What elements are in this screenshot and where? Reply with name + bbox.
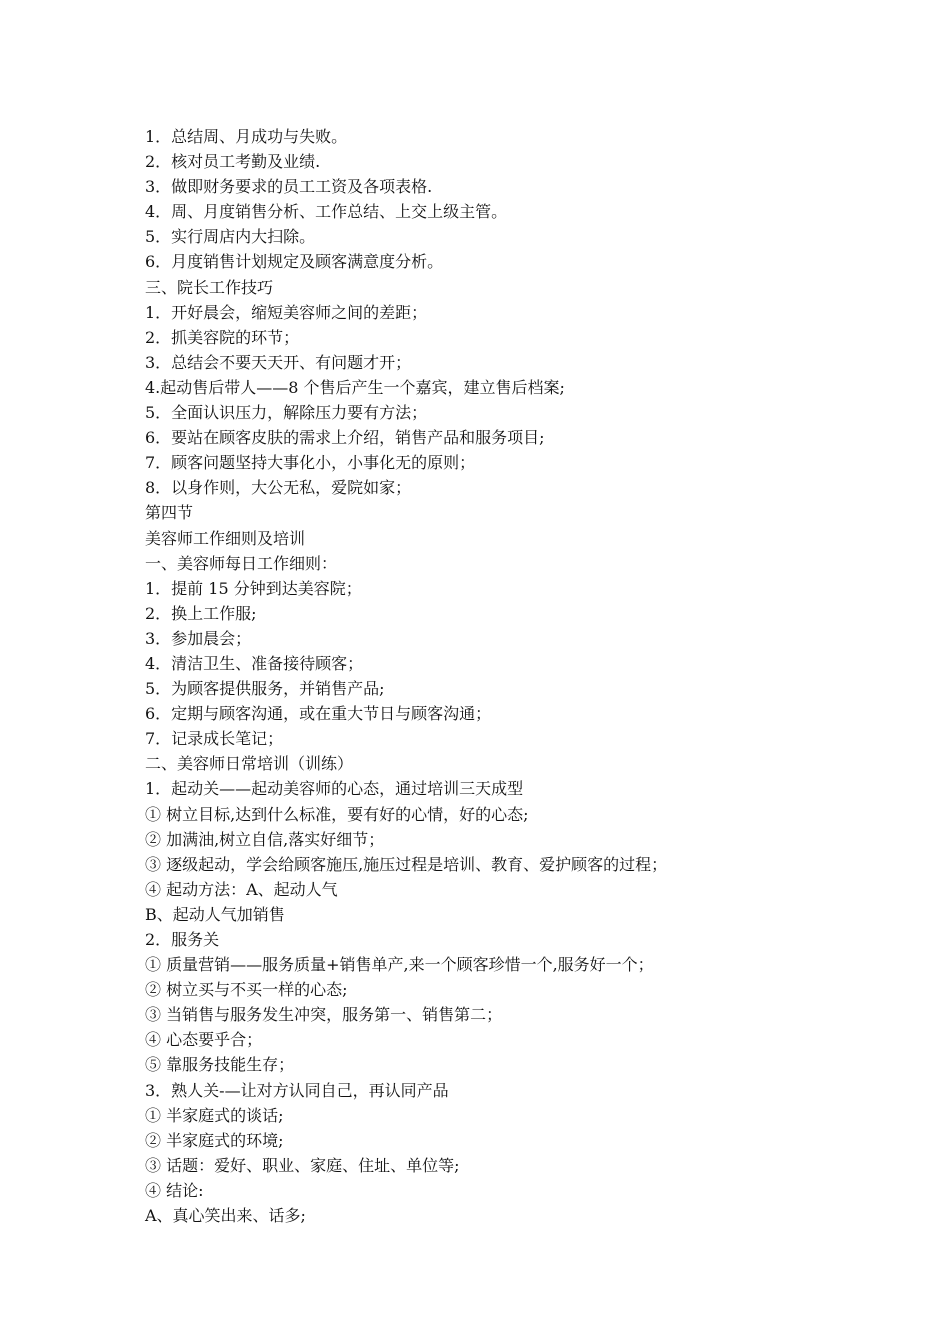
text-line: ④ 心态要乎合； [145,1030,263,1050]
text-line: 3．总结会不要天天开、有问题才开； [145,352,412,372]
text-line: 2．核对员工考勤及业绩. [145,152,321,172]
text-line: 4.起动售后带人——8 个售后产生一个嘉宾，建立售后档案; [145,377,565,397]
text-line: ① 质量营销——服务质量+销售单产,来一个顾客珍惜一个,服务好一个； [145,955,654,975]
text-line: 三、院长工作技巧 [145,277,274,297]
text-line: ② 半家庭式的环境; [145,1130,284,1150]
text-line: 3．熟人关-—让对方认同自己，再认同产品 [145,1080,449,1100]
text-line: ② 树立买与不买一样的心态; [145,980,348,1000]
text-line: ① 半家庭式的谈话; [145,1105,284,1125]
text-line: ② 加满油,树立自信,落实好细节； [145,829,385,849]
text-line: 一、美容师每日工作细则： [145,553,338,573]
text-line: 6．月度销售计划规定及顾客满意度分析。 [145,252,444,272]
text-line: A、真心笑出来、话多; [145,1206,306,1226]
text-line: 3．做即财务要求的员工工资及各项表格. [145,177,433,197]
text-line: 1．开好晨会，缩短美容师之间的差距； [145,302,428,322]
text-line: ④ 结论: [145,1180,204,1200]
text-line: ④ 起动方法：A、起动人气 [145,879,338,899]
text-line: 3．参加晨会； [145,628,252,648]
text-line: 2．抓美容院的环节； [145,327,300,347]
text-line: ① 树立目标,达到什么标准，要有好的心情，好的心态; [145,804,529,824]
text-line: ③ 话题：爱好、职业、家庭、住址、单位等; [145,1155,460,1175]
text-line: ⑤ 靠服务技能生存； [145,1055,295,1075]
text-line: ③ 当销售与服务发生冲突，服务第一、销售第二； [145,1005,503,1025]
text-line: B、起动人气加销售 [145,904,285,924]
text-line: 6．定期与顾客沟通，或在重大节日与顾客沟通； [145,704,492,724]
text-line: 二、美容师日常培训（训练） [145,754,354,774]
text-line: 7．记录成长笔记； [145,729,284,749]
text-line: 5．实行周店内大扫除。 [145,227,316,247]
text-line: ③ 逐级起动，学会给顾客施压,施压过程是培训、教育、爱护顾客的过程； [145,854,668,874]
text-line: 7．顾客问题坚持大事化小，小事化无的原则； [145,453,476,473]
text-line: 8．以身作则，大公无私，爱院如家； [145,478,412,498]
text-line: 4．清洁卫生、准备接待顾客； [145,653,364,673]
text-line: 4．周、月度销售分析、工作总结、上交上级主管。 [145,202,508,222]
document-body [145,124,925,1228]
text-line: 5．全面认识压力，解除压力要有方法； [145,403,428,423]
text-line: 6．要站在顾客皮肤的需求上介绍，销售产品和服务项目; [145,428,545,448]
text-line: 1．总结周、月成功与失败。 [145,127,348,146]
text-line: 第四节 [145,503,194,523]
text-line: 1．起动关——起动美容师的心态，通过培训三天成型 [145,779,524,799]
text-line: 2．换上工作服; [145,603,257,623]
text-line: 5．为顾客提供服务，并销售产品; [145,679,385,699]
text-line: 美容师工作细则及培训 [145,528,306,548]
text-line: 2．服务关 [145,930,220,949]
text-line: 1．提前 15 分钟到达美容院； [145,578,362,598]
